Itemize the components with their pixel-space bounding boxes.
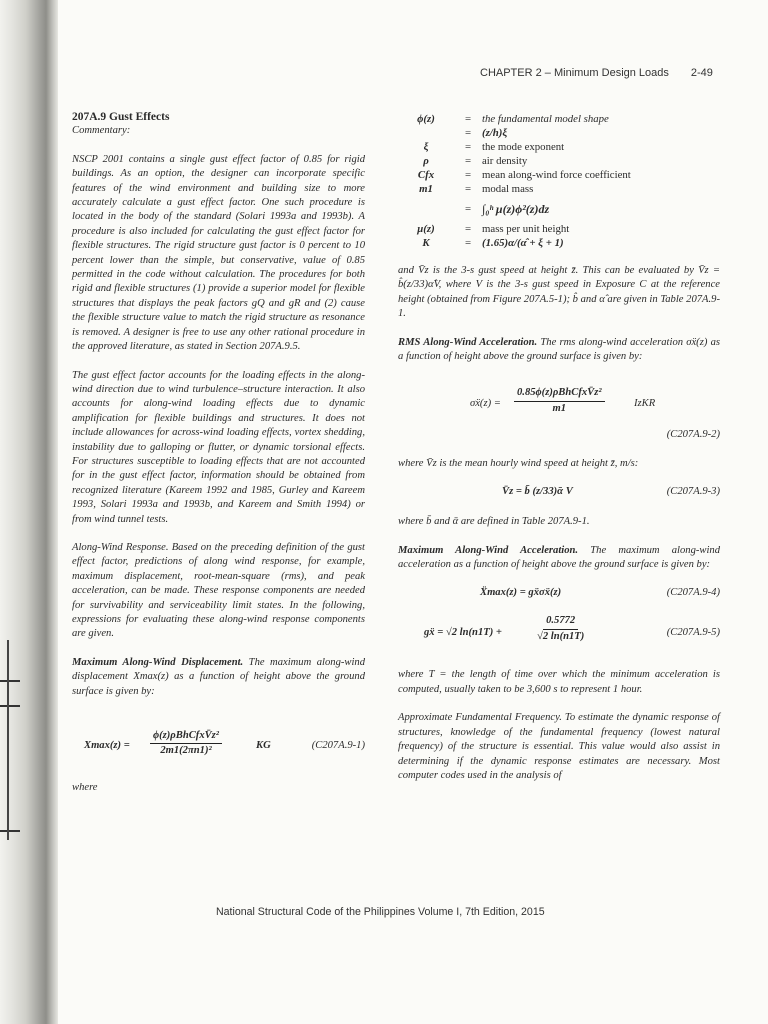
def-description: mean along-wind force coefficient	[482, 169, 631, 181]
max-displacement-text: The maximum along-wind displacement Xmax(z) as a function of height above the ground surface is given by:	[72, 656, 365, 697]
def-symbol: ϕ(z)	[417, 113, 435, 125]
equation-c207a-9-3	[398, 483, 720, 505]
eq5-numerator: 0.5772	[543, 614, 578, 629]
book-binding-shadow	[0, 0, 58, 1024]
eq1-tail: KG	[256, 740, 271, 752]
along-wind-response-paragraph: Along-Wind Response. Based on the preceding definition of the gust effect factor, predictions of along wind response, for example, maximum displacement, root-mean-square (rms), and peak acceleration, can be made. These response components are needed for survivability and serviceability limit states. In the following, expressions for evaluating these along-wind response components are given.	[72, 541, 365, 640]
eq5-label: (C207A.9-5)	[666, 627, 720, 639]
def-description: the mode exponent	[482, 141, 565, 153]
eq1-fraction	[150, 729, 222, 759]
def-description: modal mass	[482, 183, 534, 195]
def-equals: =	[464, 237, 472, 249]
time-definition-paragraph: where T = the length of time over which the minimum acceleration is computed, usually taken to be 3,600 s to represent 1 hour.	[398, 669, 720, 695]
eq3-body: V̄z = b̄ (z/33)ᾱ V	[502, 486, 573, 498]
eq1-lhs: Xmax(z) =	[84, 740, 130, 752]
commentary-paragraph-1: NSCP 2001 contains a single gust effect factor of 0.85 for rigid buildings. As an option, the designer can incorporate specific features of the wind environment and building size to more accurately calculate a gust effect factor. One such procedure is located in the body of the standard (Solari 1993a and 1993b). A procedure is also included for calculating the gust effect factor for flexible structures. The rigid structure gust factor is 0 percent to 10 percent lower than the simple, but conservative, value of 0.85 permitted in the code without calculation. The procedures for both rigid and flexible structures (1) provide a superior model for flexible structures that displays the peak factors gQ and gR and (2) cause the flexible structure value to match the rigid structure as resonance is removed. A designer is free to use any other rational procedure in the approved literature, as stated in Section 207A.9.5.	[72, 153, 365, 353]
gust-speed-paragraph: and V̄z is the 3-s gust speed at height z̄. This can be evaluated by V̄z = b̂(z/33)α̂V, where V is the 3-s gust speed in Exposure C at the reference height (obtained from Figure 207A.5-1); b̂ and α̂ are given in Table 207A.9-1.	[398, 265, 720, 320]
max-displacement-paragraph	[72, 656, 365, 699]
fundamental-frequency-paragraph: Approximate Fundamental Frequency. To estimate the dynamic response of structures, knowledge of the fundamental frequency (lowest natural frequency) of the structure is essential. This value would also assist in determining if the dynamic response estimates are necessary. Most computer codes used in the analysis of	[398, 712, 720, 781]
def-description: mass per unit height	[482, 223, 570, 235]
def-symbol: ξ	[423, 141, 429, 153]
def-description: air density	[482, 155, 528, 167]
eq2-label: (C207A.9-2)	[666, 429, 720, 441]
def-equals: =	[464, 203, 472, 215]
mean-hourly-speed-note: where V̄z is the mean hourly wind speed at height z̄, m/s:	[398, 457, 639, 469]
eq4-body: Ẍmax(z) = gẍσẍ(z)	[480, 587, 562, 599]
def-symbol: m1	[419, 183, 433, 195]
equation-c207a-9-2	[398, 386, 720, 422]
equation-c207a-9-5	[398, 614, 720, 652]
rms-acceleration-text: The rms along-wind acceleration σẍ(z) as a function of height above the ground surface is given by:	[398, 336, 720, 363]
rms-acceleration-heading: RMS Along-Wind Acceleration.	[398, 336, 538, 348]
commentary-label: Commentary:	[72, 125, 131, 137]
where-label: where	[72, 782, 98, 794]
eq4-label: (C207A.9-4)	[666, 587, 720, 599]
max-displacement-heading: Maximum Along-Wind Displacement.	[72, 656, 244, 668]
left-column	[72, 110, 365, 795]
section-title: 207A.9 Gust Effects	[72, 111, 170, 123]
b-alpha-note: where b̄ and ᾱ are defined in Table 207A.9-1.	[398, 516, 590, 528]
eq2-tail: IzKR	[634, 398, 656, 410]
eq2-fraction	[514, 386, 605, 416]
def-description: (z/h)ξ	[482, 127, 508, 139]
eq5-denominator: √2 ln(n1T)	[537, 630, 585, 642]
eq2-numerator: 0.85ϕ(z)ρBhCfxV̄z²	[514, 386, 605, 401]
margin-mark	[0, 680, 20, 682]
def-equals: =	[464, 113, 472, 125]
def-description: the fundamental model shape	[482, 113, 609, 125]
eq2-lhs: σẍ(z) =	[470, 398, 501, 410]
def-equals: =	[464, 141, 472, 153]
def-symbol: K	[422, 237, 430, 249]
chapter-title: CHAPTER 2 – Minimum Design Loads	[480, 67, 669, 79]
eq5-lhs: gẍ = √2 ln(n1T) +	[424, 627, 502, 639]
def-equals: =	[464, 169, 472, 181]
eq3-label: (C207A.9-3)	[666, 486, 720, 498]
rms-acceleration-paragraph	[398, 336, 720, 365]
eq1-label: (C207A.9-1)	[311, 740, 365, 752]
eq1-numerator: ϕ(z)ρBhCfxV̄z²	[150, 729, 222, 744]
eq1-denominator: 2m1(2πn1)²	[160, 745, 212, 757]
def-symbol: μ(z)	[417, 223, 435, 235]
def-symbol	[398, 126, 454, 140]
margin-line	[7, 640, 9, 840]
page-footer: National Structural Code of the Philippines Volume I, 7th Edition, 2015	[216, 906, 545, 918]
max-acceleration-paragraph	[398, 544, 720, 573]
eq2-denominator: m1	[552, 402, 567, 414]
symbol-definitions	[398, 112, 720, 250]
eq5-fraction	[534, 614, 587, 644]
def-equals: =	[464, 127, 472, 139]
max-acceleration-text: The maximum along-wind acceleration as a function of height above the ground surface is given by:	[398, 544, 720, 571]
def-description: ∫₀ʰ μ(z)ϕ²(z)dz	[482, 202, 550, 216]
page-number: 2-49	[690, 67, 713, 79]
def-symbol: Cfx	[417, 169, 435, 181]
def-symbol: ρ	[423, 155, 429, 167]
def-equals: =	[464, 223, 472, 235]
max-acceleration-heading: Maximum Along-Wind Acceleration.	[398, 544, 579, 556]
equation-c207a-9-1	[72, 729, 365, 763]
def-equals: =	[464, 183, 472, 195]
equation-c207a-9-4	[398, 586, 720, 606]
margin-mark	[0, 830, 20, 832]
commentary-paragraph-2: The gust effect factor accounts for the loading effects in the along-wind direction due to wind turbulence–structure interaction. It also accounts for along-wind loading effects due to dynamic amplification for flexible buildings and structures. It does not include allowances for across-wind loading effects, vortex shedding, instability due to galloping or flutter, or dynamic torsional effects. For structures susceptible to loading effects that are not accounted for in the gust effect factor, information should be obtained from recognized literature (Kareem 1992 and 1985, Gurley and Kareem 1993, Solari 1993a and 1993b, and Kareem and Smith 1994) or from wind tunnel tests.	[72, 369, 365, 525]
def-symbol	[398, 196, 454, 222]
margin-mark	[0, 705, 20, 707]
def-equals: =	[464, 155, 472, 167]
def-description: (1.65)α/(α̂ + ξ + 1)	[482, 237, 564, 249]
running-header	[480, 67, 713, 79]
right-column	[398, 112, 720, 783]
